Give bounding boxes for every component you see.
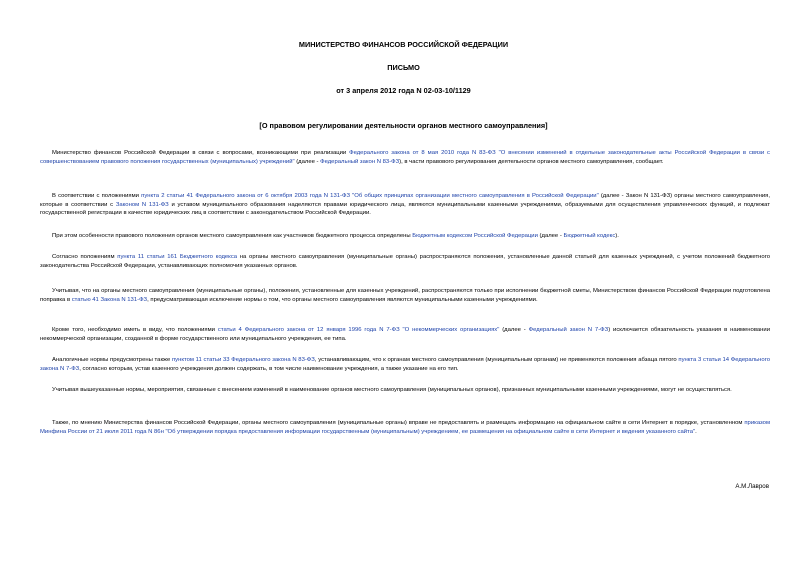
legal-reference-link[interactable]: Федеральный закон N 83-ФЗ xyxy=(320,158,400,165)
paragraph-text: (далее - xyxy=(499,327,529,333)
legal-reference-link[interactable]: пункта 2 статьи 41 Федерального закона от 6 октября 2003 года N 131-ФЗ "Об общих принципах организации местного самоуправления в Российской Федерации" xyxy=(141,193,599,199)
paragraph-text: , согласно которым, устав казенного учреждения должен содержать, в том числе наименование учреждения, а также указание на его тип. xyxy=(79,365,459,372)
paragraph-text: Учитывая вышеуказанные нормы, мероприятия, связанные с внесением изменений в наименование органов местного самоуправления (муниципальных органов), признанных муниципальными казенными учреждениями, могут не осуществляться. xyxy=(52,387,732,393)
paragraph-text: , предусматривающая исключение нормы о том, что органы местного самоуправления являются муниципальными казенными учреждениями. xyxy=(147,296,538,303)
legal-reference-link[interactable]: Бюджетным кодексом Российской Федерации xyxy=(412,233,538,239)
paragraph-text: (далее - Закон N 131-ФЗ) органы местного самоуправления, которые в соответствии с xyxy=(40,193,770,208)
legal-reference-link[interactable]: статью 41 Закона N 131-ФЗ xyxy=(71,296,148,303)
paragraph-text: Кроме того, необходимо иметь в виду, что положениями xyxy=(52,327,218,333)
document-subject: [О правовом регулировании деятельности органов местного самоуправления] xyxy=(259,121,548,130)
paragraph-text: ) исключается обязательность указания в наименовании некоммерческой организации, созданной в форме государственного или муниципального учреждения, ее типа. xyxy=(40,327,771,342)
paragraph-3 xyxy=(40,232,770,241)
signature: А.М.Лавров xyxy=(735,483,769,490)
paragraph-text: В соответствии с положениями xyxy=(52,193,142,199)
paragraph-text: и уставом муниципального образования наделяются правами юридического лица, являются муниципальными казенными учреждениями, образуемыми для осуществления управленческих функций, и подлежат государственной регистрации в качестве юридических лиц в соответствии с законодательством Российской Федерации. xyxy=(40,201,770,217)
paragraph-text: Учитывая, что на органы местного самоуправления (муниципальные органы), положения, установленные для казенных учреждений, распространяются только при исполнении бюджетной сметы, Министерством финансов Российской Федерации подготовлена поправка в xyxy=(40,288,770,303)
paragraph-text: ), в части правового регулирования деятельности органов местного самоуправления, сообщает. xyxy=(399,158,664,165)
paragraph-text: Министерство финансов Российской Федерации в связи с вопросами, возникающими при реализации xyxy=(52,150,350,156)
paragraph-2 xyxy=(40,192,770,218)
legal-reference-link[interactable]: Законом N 131-ФЗ xyxy=(115,201,169,208)
legal-reference-link[interactable]: приказом Минфина России от 21 июля 2011 года N 86н "Об утверждении порядка предоставления информации государственным (муниципальным) учреждением, ее размещения на официальном сайте в сети Интернет и ведения указанного сайта" xyxy=(40,420,770,435)
paragraph-text: При этом особенности правового положения органов местного самоуправления как участников бюджетного процесса определены xyxy=(52,233,413,239)
ministry-title: МИНИСТЕРСТВО ФИНАНСОВ РОССИЙСКОЙ ФЕДЕРАЦИИ xyxy=(298,40,509,49)
legal-reference-link[interactable]: Федерального закона от 8 мая 2010 года N 83-ФЗ "О внесении изменений в отдельные законодательные акты Российской Федерации в связи с совершенствованием правового положения государственных (муниципальных) учреждений" xyxy=(40,150,771,165)
paragraph-text: (далее - xyxy=(294,158,321,165)
paragraph-text: ). xyxy=(615,233,619,239)
legal-reference-link[interactable]: статьи 4 Федерального закона от 12 января 1996 года N 7-ФЗ "О некоммерческих организациях" xyxy=(217,327,500,333)
paragraph-4 xyxy=(40,253,770,270)
paragraph-1 xyxy=(40,149,770,166)
paragraph-text: . xyxy=(695,428,697,435)
paragraph-text: (далее - xyxy=(537,233,564,239)
paragraph-5 xyxy=(40,287,770,304)
paragraph-text: Аналогичные нормы предусмотрены также xyxy=(52,357,172,363)
legal-reference-link[interactable]: Федеральный закон N 7-ФЗ xyxy=(528,327,609,333)
paragraph-text: на органы местного самоуправления (муниципальные органы) распространяются положения, установленные данной статьей для казенных учреждений, с учетом положений бюджетного законодательства Российской Федерации, устанавливающих полномочия указанных органов. xyxy=(40,254,771,269)
paragraph-text: Также, по мнению Министерства финансов Российской Федерации, органы местного самоуправления (муниципальные органы) вправе не предоставлять и размещать информацию на официальном сайте в сети Интернет в порядке, установленном xyxy=(52,420,745,426)
legal-reference-link[interactable]: пункта 11 статьи 161 Бюджетного кодекса xyxy=(117,254,238,260)
paragraph-9 xyxy=(40,419,770,436)
paragraph-6 xyxy=(40,326,770,343)
paragraph-8 xyxy=(40,386,770,395)
paragraph-text: , устанавливающим, что к органам местного самоуправления (муниципальным органам) не применяются положения абзаца пятого xyxy=(314,357,679,363)
legal-reference-link[interactable]: пунктом 11 статьи 33 Федерального закона N 83-ФЗ xyxy=(171,357,315,363)
paragraph-7 xyxy=(40,356,770,373)
paragraph-text: Согласно положениям xyxy=(52,254,118,260)
legal-reference-link[interactable]: Бюджетный кодекс xyxy=(563,233,616,239)
document-date-number: от 3 апреля 2012 года N 02-03-10/1129 xyxy=(336,86,471,95)
legal-reference-link[interactable]: пункта 3 статьи 14 Федерального закона N 7-ФЗ xyxy=(40,357,770,372)
document-type: ПИСЬМО xyxy=(387,63,420,72)
